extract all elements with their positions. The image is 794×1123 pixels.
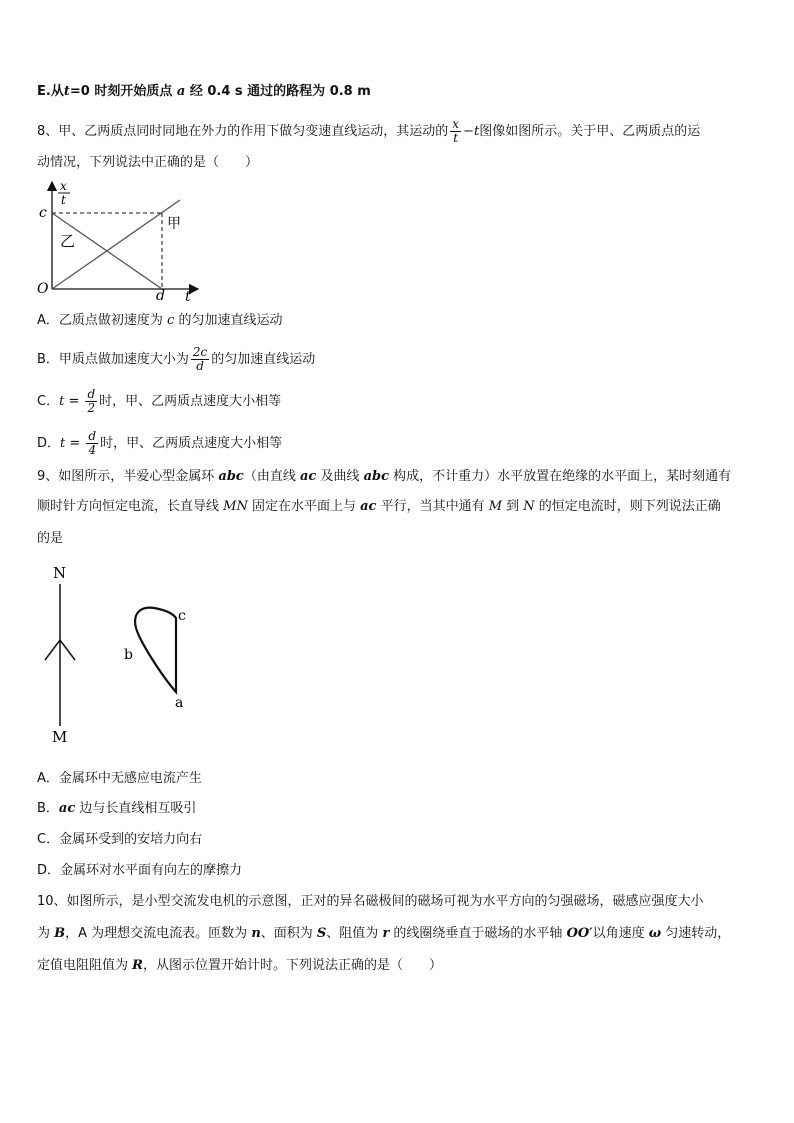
- q9-stem-line3: 的是: [37, 531, 64, 546]
- q8-graph-y-num: x: [60, 179, 67, 193]
- q9-figure: [40, 562, 210, 747]
- q10-stem-line1: 10、如图所示，是小型交流发电机的示意图，正对的异名磁极间的磁场可视为水平方向的匀强磁场，磁感应强度大小: [37, 894, 704, 909]
- q9-label-m: M: [52, 728, 68, 746]
- q9-option-a[interactable]: A．金属环中无感应电流产生: [37, 771, 202, 786]
- q8-graph-y-den: t: [61, 193, 66, 207]
- q9-label-b: b: [124, 647, 133, 663]
- q8-stem-line1: 8、甲、乙两质点同时同地在外力的作用下做匀变速直线运动，其运动的 $\frac{x}{t}$ −t图像如图所示。关于甲、乙两质点的运: [37, 117, 701, 145]
- q10-stem-line3: 定值电阻阻值为 R，从图示位置开始计时。下列说法正确的是（ ）: [37, 958, 442, 973]
- q8-xt-fraction: $\frac{x}{t}$: [452, 117, 460, 145]
- q10-stem-line2: 为 B，A 为理想交流电流表。匝数为 n、面积为 S、阻值为 r 的线圈绕垂直于磁场的水平轴 OO′以角速度 ω 匀速转动，: [37, 926, 731, 941]
- q7-option-e: E.从t=0 时刻开始质点 a 经 0.4 s 通过的路程为 0.8 m: [37, 84, 371, 99]
- q8-option-d[interactable]: D．t = $\frac{d}{4}$ 时，甲、乙两质点速度大小相等: [37, 429, 283, 457]
- q8-graph-label-yi: 乙: [60, 232, 76, 250]
- q9-stem-line2: 顺时针方向恒定电流，长直导线 MN 固定在水平面上与 ac 平行，当其中通有 M 到 N 的恒定电流时，则下列说法正确: [37, 499, 721, 514]
- q9-option-b[interactable]: B．ac 边与长直线相互吸引: [37, 801, 197, 816]
- q9-label-a: a: [175, 695, 184, 711]
- q8-graph: [30, 178, 202, 304]
- q8-option-c[interactable]: C．t = $\frac{d}{2}$ 时，甲、乙两质点速度大小相等: [37, 387, 282, 415]
- q8-graph-label-d: d: [156, 288, 165, 304]
- q9-label-n: N: [53, 564, 67, 582]
- q8-graph-label-c: c: [39, 205, 47, 221]
- q8-option-a[interactable]: A．乙质点做初速度为 c 的匀加速直线运动: [37, 313, 283, 328]
- q8-graph-label-t: t: [185, 289, 191, 304]
- q8-graph-label-jia: 甲: [167, 216, 181, 232]
- q9-label-c: c: [178, 608, 186, 624]
- q9-option-c[interactable]: C．金属环受到的安培力向右: [37, 832, 203, 847]
- q9-metal-ring: [135, 608, 176, 692]
- q8-stem-line2: 动情况，下列说法中正确的是（ ）: [37, 155, 259, 170]
- q8-graph-label-origin: O: [37, 281, 49, 297]
- q9-option-d[interactable]: D．金属环对水平面有向左的摩擦力: [37, 863, 243, 878]
- q8-option-b[interactable]: B．甲质点做加速度大小为 $\frac{2c}{d}$ 的匀加速直线运动: [37, 345, 316, 373]
- q9-stem-line1: 9、如图所示，半爱心型金属环 abc（由直线 ac 及曲线 abc 构成，不计重力）水平放置在绝缘的水平面上，某时刻通有: [37, 469, 732, 484]
